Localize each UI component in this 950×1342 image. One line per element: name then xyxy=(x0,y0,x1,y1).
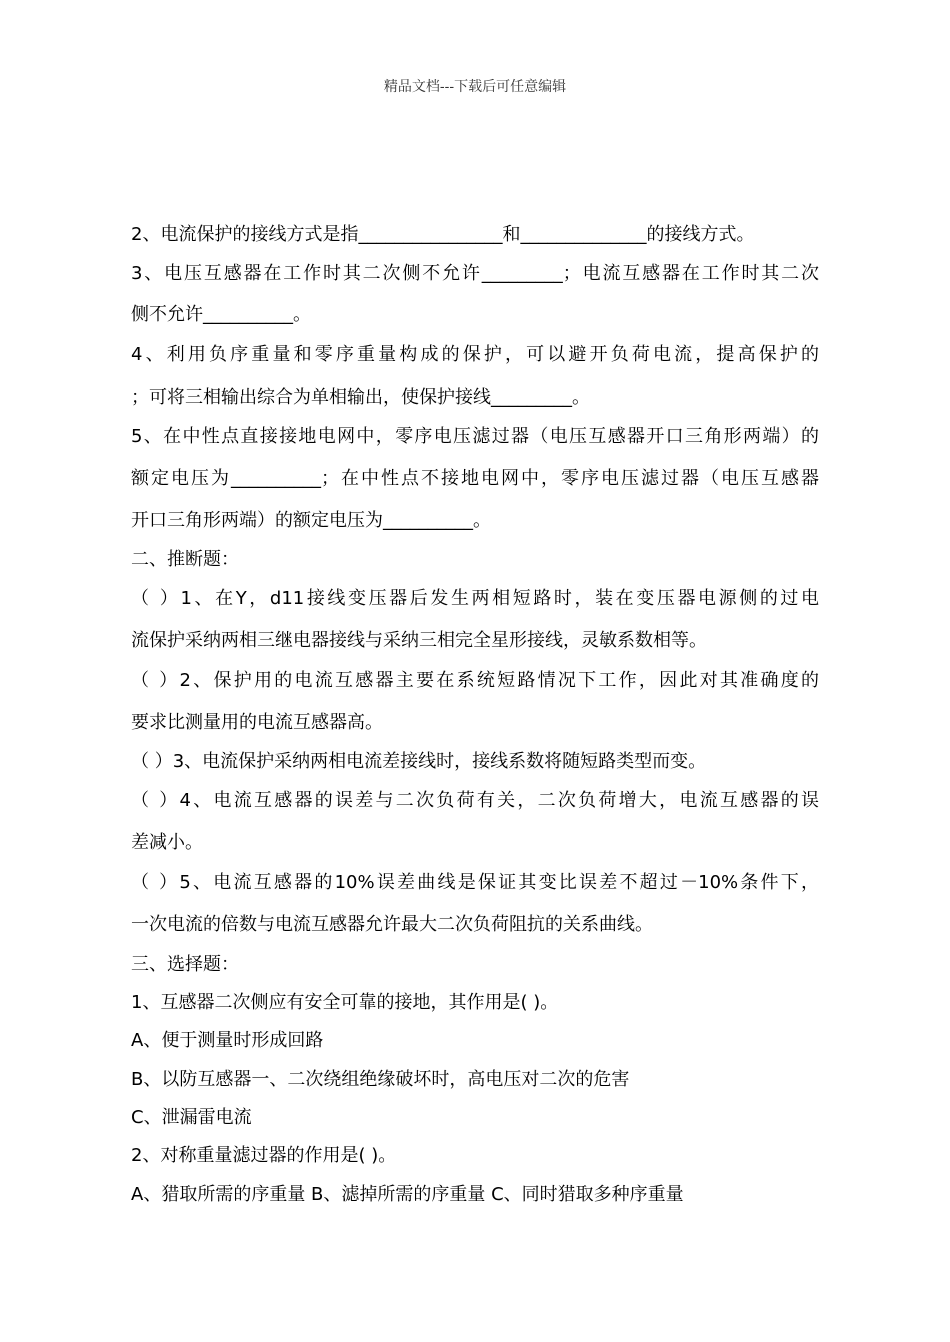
text-line: （ ）2、保护用的电流互感器主要在系统短路情况下工作，因此对其准确度的 xyxy=(131,670,819,691)
question-line: 2、对称重量滤过器的作用是( )。 xyxy=(131,1145,397,1166)
text-line: 一次电流的倍数与电流互感器允许最大二次负荷阻抗的关系曲线。 xyxy=(131,914,653,935)
option-line: A、猎取所需的序重量 B、滤掉所需的序重量 C、同时猎取多种序重量 xyxy=(131,1184,684,1205)
text-line: ；可将三相输出综合为单相输出，使保护接线_________。 xyxy=(131,387,590,408)
text-line: 侧不允许__________。 xyxy=(131,304,311,325)
page-header: 精品文档---下载后可任意编辑 xyxy=(383,79,567,95)
text-line: 差减小。 xyxy=(131,832,203,853)
text-line: （ ）1、在Y，d11接线变压器后发生两相短路时，装在变压器电源侧的过电 xyxy=(131,588,819,609)
text-line: 要求比测量用的电流互感器高。 xyxy=(131,712,383,733)
question-line: 1、互感器二次侧应有安全可靠的接地，其作用是( )。 xyxy=(131,992,559,1013)
text-line: 流保护采纳两相三继电器接线与采纳三相完全星形接线，灵敏系数相等。 xyxy=(131,630,707,651)
text-line: （ ）3、电流保护采纳两相电流差接线时，接线系数将随短路类型而变。 xyxy=(131,751,707,772)
text-line: 开口三角形两端）的额定电压为__________。 xyxy=(131,510,491,531)
option-line: C、泄漏雷电流 xyxy=(131,1107,252,1128)
text-line: （ ）5、电流互感器的10%误差曲线是保证其变比误差不超过－10%条件下， xyxy=(131,872,819,893)
text-line: 4、利用负序重量和零序重量构成的保护，可以避开负荷电流，提高保护的 xyxy=(131,344,819,365)
option-line: B、以防互感器一、二次绕组绝缘破坏时，高电压对二次的危害 xyxy=(131,1069,630,1090)
text-line: 额定电压为__________；在中性点不接地电网中，零序电压滤过器（电压互感器 xyxy=(131,468,819,489)
text-line: 5、在中性点直接接地电网中，零序电压滤过器（电压互感器开口三角形两端）的 xyxy=(131,426,819,447)
section-heading: 二、推断题： xyxy=(131,549,239,570)
text-line: 2、电流保护的接线方式是指________________和______________的接线方式。 xyxy=(131,224,755,245)
text-line: （ ）4、电流互感器的误差与二次负荷有关，二次负荷增大，电流互感器的误 xyxy=(131,790,819,811)
option-line: A、便于测量时形成回路 xyxy=(131,1030,324,1051)
section-heading: 三、选择题： xyxy=(131,954,239,975)
text-line: 3、电压互感器在工作时其二次侧不允许_________；电流互感器在工作时其二次 xyxy=(131,263,819,284)
